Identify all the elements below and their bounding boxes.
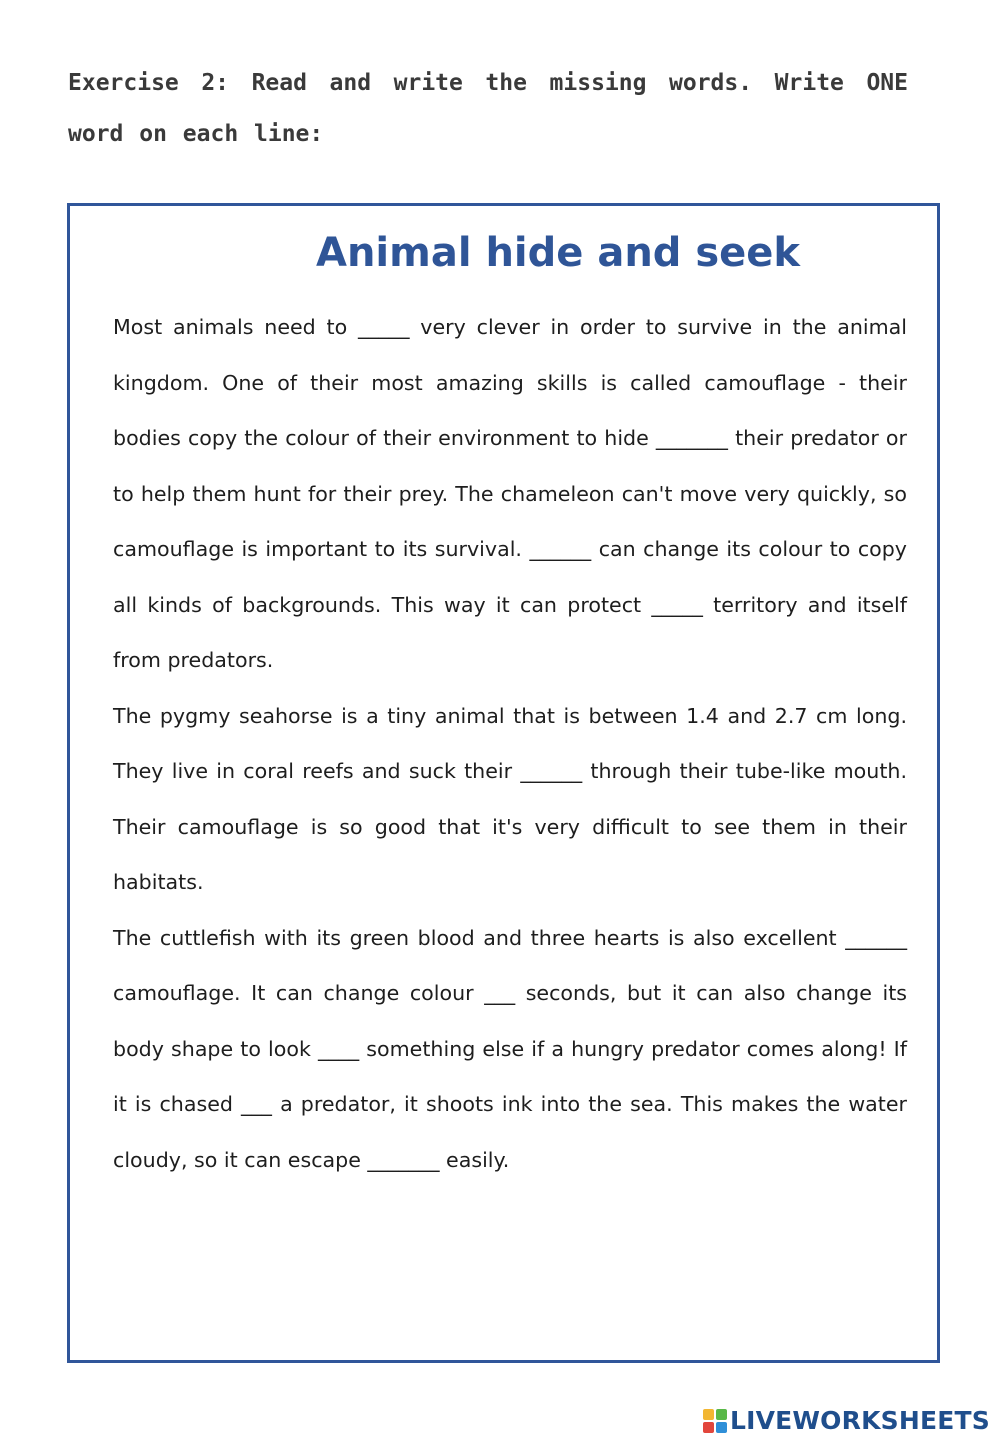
- paragraph-seahorse: The pygmy seahorse is a tiny animal that is between 1.4 and 2.7 cm long. They live in coral reefs and suck their ______ through their tube-like mouth. Their camouflage is so good that it's very difficult to see them in their habitats.: [113, 703, 907, 894]
- paragraph-cuttlefish: The cuttlefish with its green blood and three hearts is also excellent ______ camouflage. It can change colour ___ seconds, but it can also change its body shape to look ____ something else if a hungry predator comes along! If it is chased ___ a predator, it shoots ink into the sea. This makes the water cloudy, so it can escape _______ easily.: [113, 925, 907, 1172]
- exercise-instruction: Exercise 2: Read and write the missing words. Write ONE word on each line:: [68, 70, 908, 147]
- story-text: [113, 300, 907, 1188]
- liveworksheets-logo: [703, 1405, 990, 1437]
- worksheet-title: Animal hide and seek: [316, 230, 801, 276]
- paragraph-chameleon: Most animals need to _____ very clever in order to survive in the animal kingdom. One of their most amazing skills is called camouflage - their bodies copy the colour of their environment to hide _______ their predator or to help them hunt for their prey. The chameleon can't move very quickly, so camouflage is important to its survival. ______ can change its colour to copy all kinds of backgrounds. This way it can protect _____ territory and itself from predators.: [113, 315, 907, 672]
- worksheet-frame: [67, 203, 940, 1363]
- liveworksheets-logo-icon: [703, 1409, 727, 1433]
- logo-text: LIVEWORKSHEETS: [729, 1406, 990, 1435]
